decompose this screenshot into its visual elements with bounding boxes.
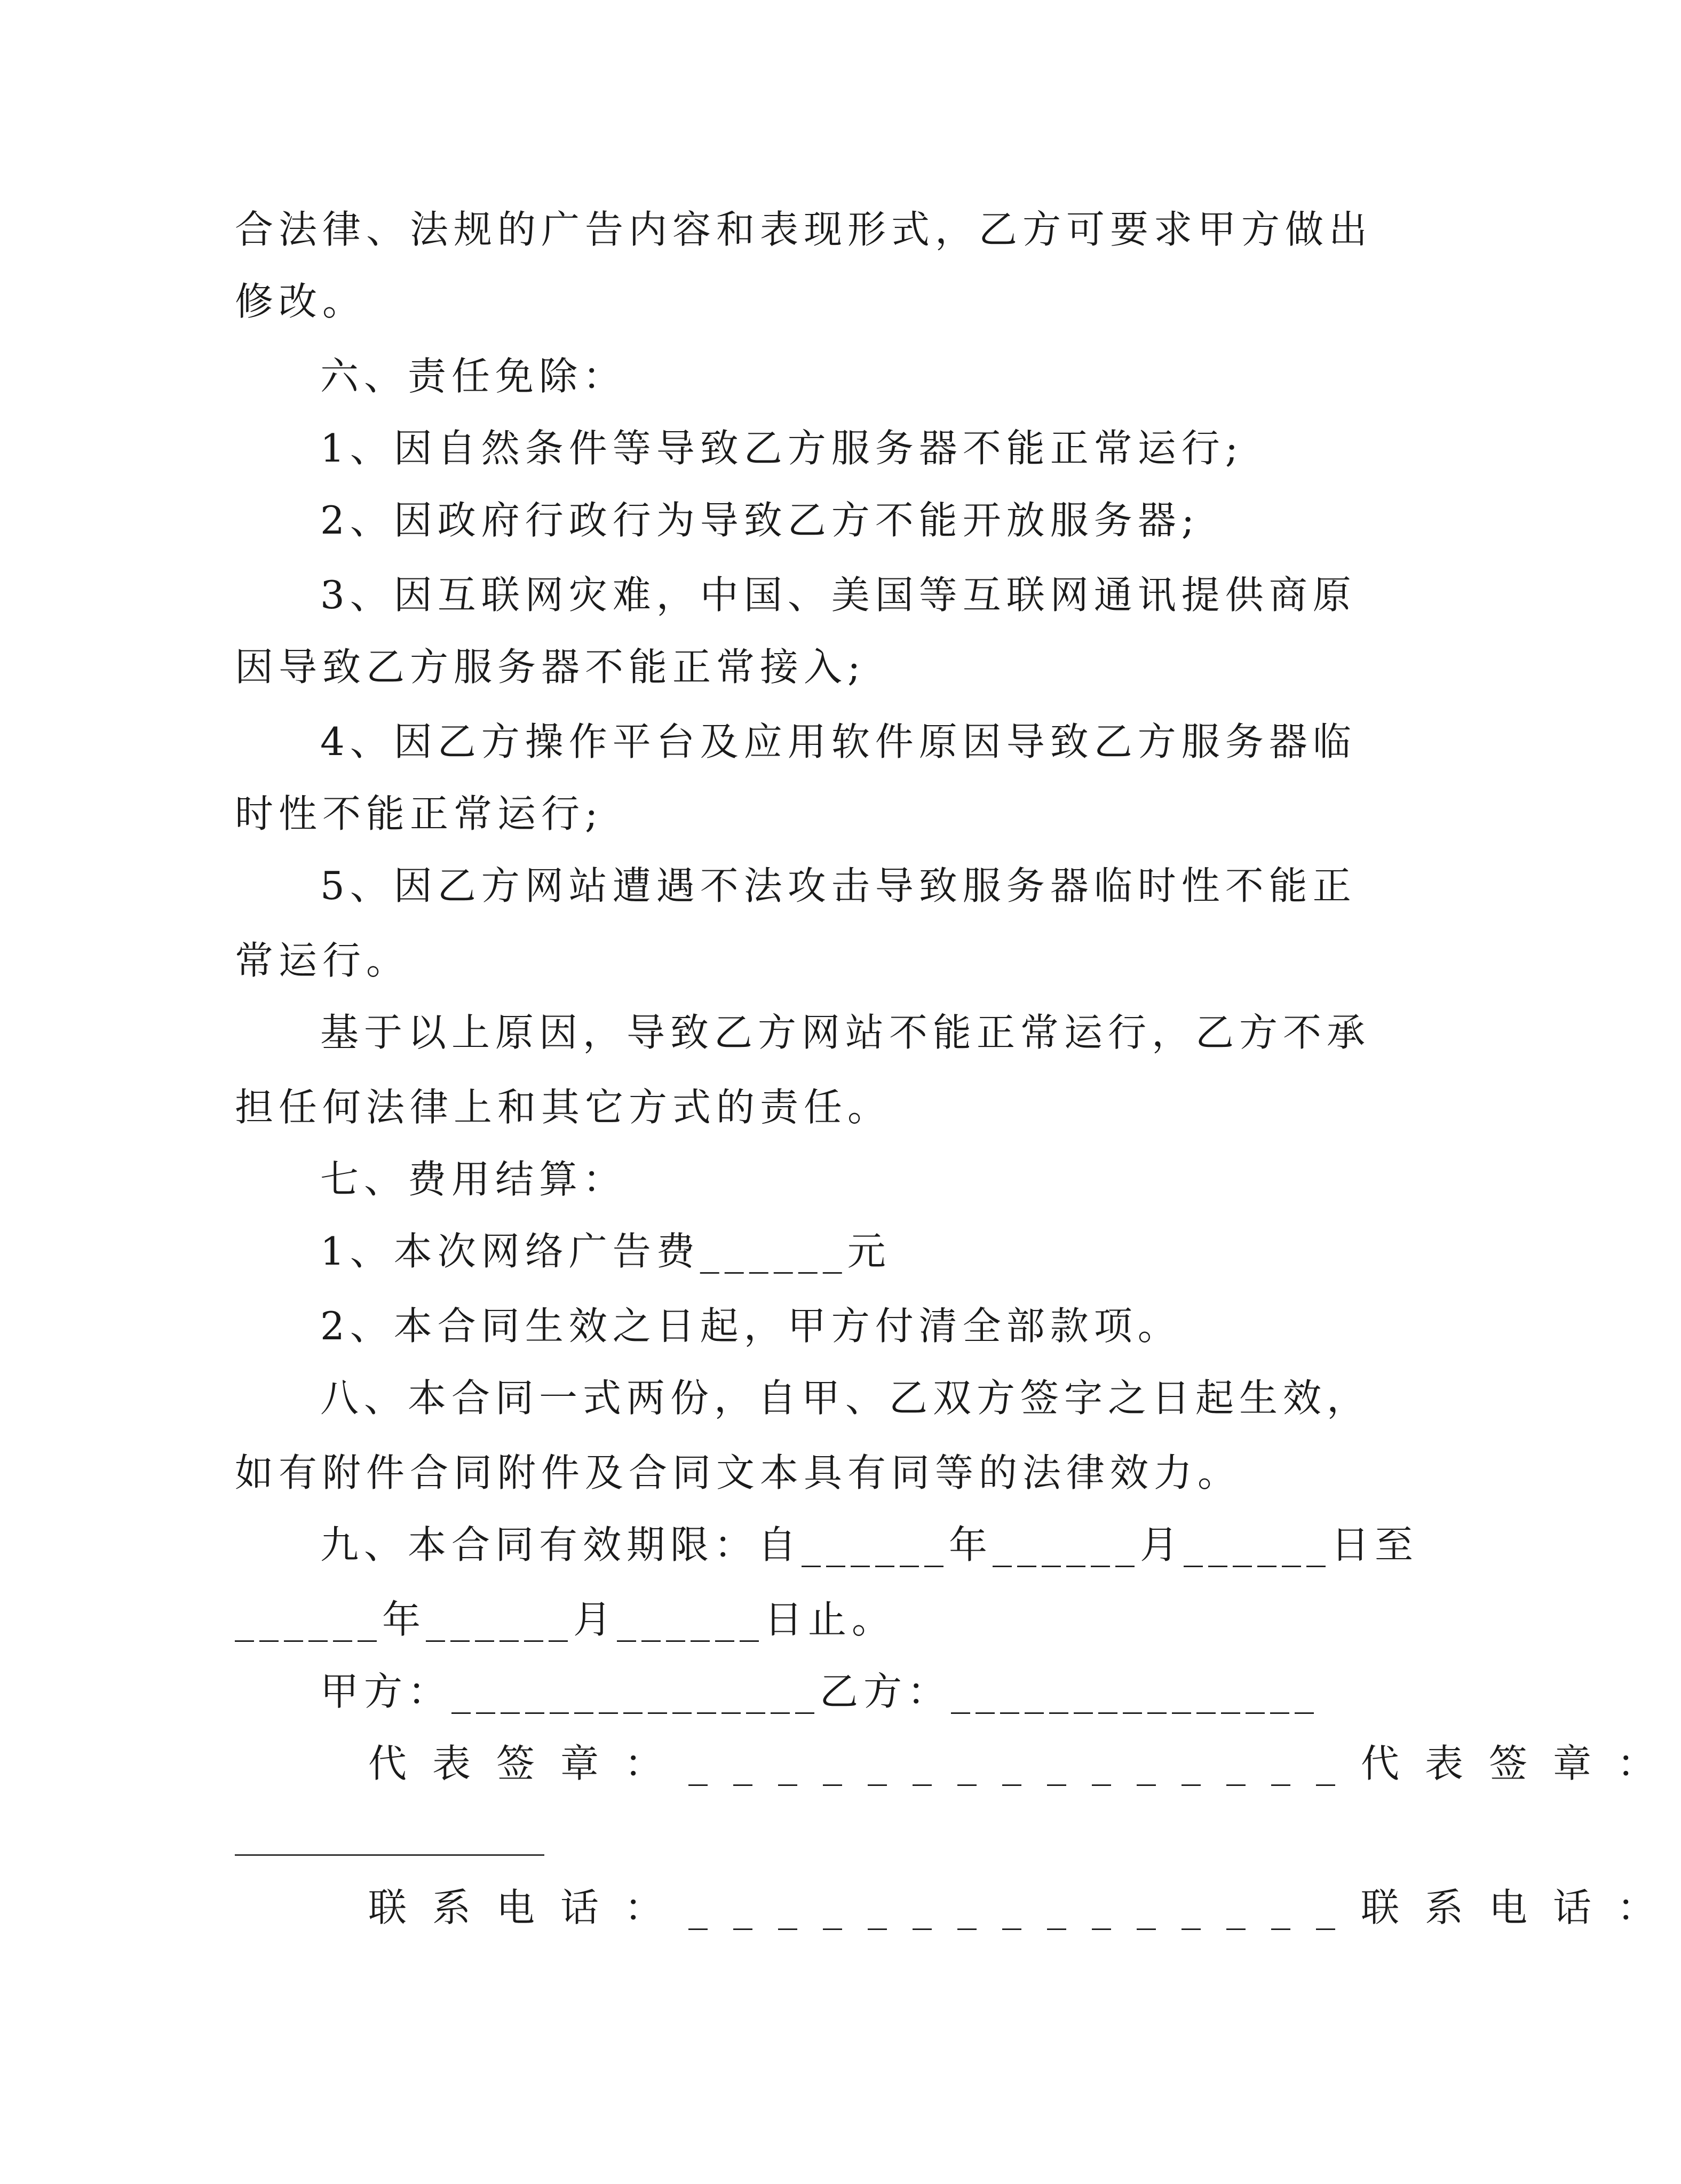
list-item: 2、本合同生效之日起，甲方付清全部款项。 — [320, 1304, 1182, 1348]
section-heading: 九、本合同有效期限：自______年______月______日至 — [320, 1522, 1419, 1567]
paragraph-line: 如有附件合同附件及合同文本具有同等的法律效力。 — [235, 1450, 1242, 1495]
section-heading: 八、本合同一式两份，自甲、乙双方签字之日起生效， — [320, 1376, 1371, 1420]
contact-phone-line: 联系电话：_______________联系电话： — [368, 1885, 1681, 1930]
paragraph-line: 担任何法律上和其它方式的责任。 — [235, 1085, 892, 1130]
section-heading: 六、责任免除： — [320, 354, 627, 399]
representative-signature-line: 代表签章：_______________代表签章： — [368, 1741, 1681, 1786]
list-item: 3、因互联网灾难，中国、美国等互联网通讯提供商原 — [320, 573, 1357, 617]
paragraph-line: 基于以上原因，导致乙方网站不能正常运行，乙方不承 — [320, 1010, 1371, 1055]
signature-blank-line — [235, 1854, 544, 1856]
paragraph-line: ______年______月______日止。 — [235, 1597, 896, 1642]
list-item: 1、本次网络广告费______元 — [320, 1229, 891, 1274]
section-heading: 七、费用结算： — [320, 1157, 627, 1202]
paragraph-line: 合法律、法规的广告内容和表现形式，乙方可要求甲方做出 — [235, 207, 1373, 252]
list-item: 2、因政府行政行为导致乙方不能开放服务器; — [320, 498, 1200, 543]
paragraph-line: 修改。 — [235, 279, 367, 324]
list-item: 4、因乙方操作平台及应用软件原因导致乙方服务器临 — [320, 719, 1357, 764]
party-signature-line: 甲方：_______________乙方：_______________ — [320, 1669, 1320, 1714]
list-item: 1、因自然条件等导致乙方服务器不能正常运行; — [320, 426, 1244, 471]
paragraph-line: 因导致乙方服务器不能正常接入; — [235, 645, 866, 689]
paragraph-line: 常运行。 — [235, 938, 410, 983]
list-item: 5、因乙方网站遭遇不法攻击导致服务器临时性不能正 — [320, 863, 1357, 908]
paragraph-line: 时性不能正常运行; — [235, 791, 604, 836]
